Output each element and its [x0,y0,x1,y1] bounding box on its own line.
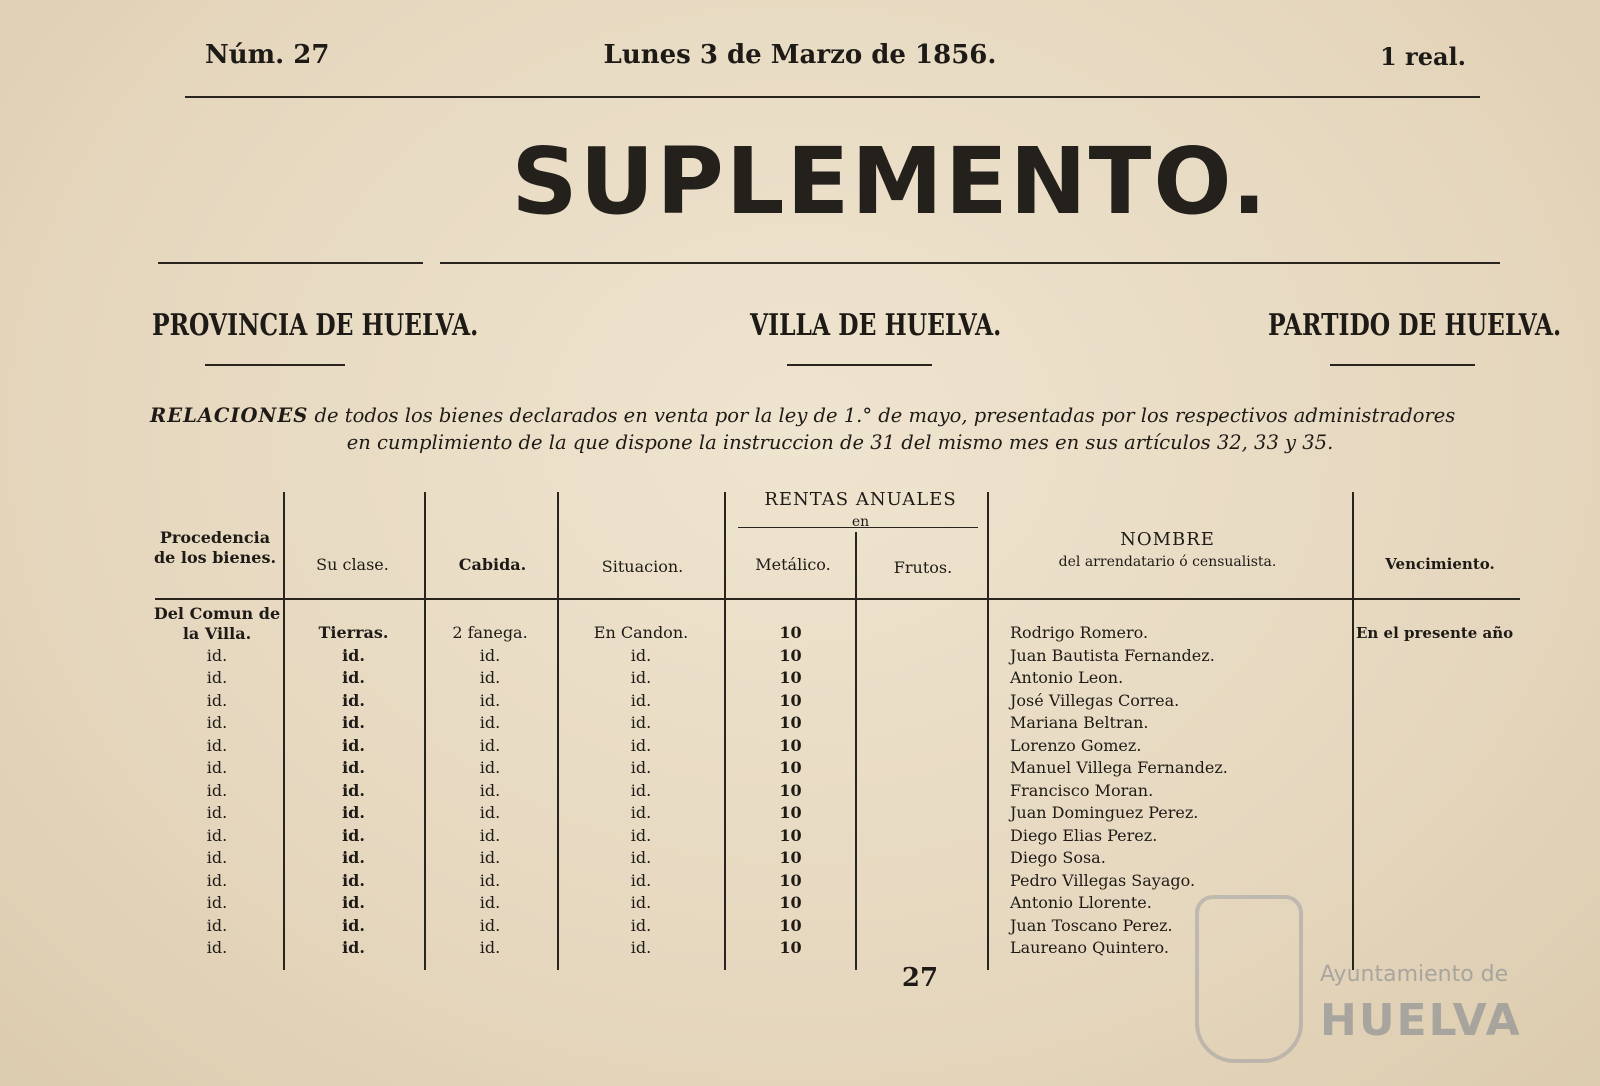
region-underline-right [1330,364,1475,366]
cell-nombre: Antonio Llorente. [1010,893,1152,912]
cell-procedencia: id. [206,848,228,867]
cell-situacion: id. [630,735,652,755]
cell-clase: id. [342,735,365,755]
cell-cabida: 2 fanega. [452,623,528,642]
cell-cabida: id. [479,780,501,800]
cell-metalico: 10 [779,803,802,822]
header-procedencia: Procedencia de los bienes. [153,528,277,567]
header-situacion: Situacion. [601,557,684,576]
cell-procedencia: id. [206,825,228,845]
cell-cabida: id. [479,713,501,732]
issue-price: 1 real. [1380,42,1466,71]
cell-situacion: id. [630,780,652,800]
coat-of-arms-watermark [1195,895,1303,1063]
cell-clase: id. [342,803,365,822]
cell-procedencia: id. [206,713,228,732]
title-rule-right [440,262,1500,264]
cell-situacion: id. [630,915,652,935]
cell-clase: id. [342,690,365,710]
cell-procedencia: id. [206,735,228,755]
cell-cabida: id. [479,645,501,665]
cell-procedencia: Del Comun de la Villa. [153,604,281,643]
header-rentas: RENTAS ANUALES [764,489,957,510]
cell-metalico: 10 [779,623,802,642]
cell-nombre: Juan Dominguez Perez. [1010,803,1199,822]
cell-situacion: id. [630,893,652,912]
cell-clase: id. [342,758,365,777]
header-cabida: Cabida. [458,555,527,574]
cell-clase: id. [342,780,365,800]
cell-metalico: 10 [779,758,802,777]
cell-situacion: En Candon. [593,623,689,642]
cell-metalico: 10 [779,780,802,800]
col-line-3 [557,492,559,970]
intro-line2: en cumplimiento de la que dispone la instruccion de 31 del mismo mes en sus artículos 32, 33 y 35. [346,431,1334,454]
cell-nombre: Francisco Moran. [1010,780,1154,800]
col-line-6 [987,492,989,970]
intro-line1: de todos los bienes declarados en venta por la ley de 1.° de mayo, presentadas por los respectivos administradores [314,404,1456,427]
cell-clase: id. [342,713,365,732]
cell-nombre: Diego Elias Perez. [1010,825,1158,845]
cell-situacion: id. [630,713,652,732]
cell-nombre: Manuel Villega Fernandez. [1010,758,1228,777]
watermark-line1: Ayuntamiento de [1320,962,1509,987]
cell-metalico: 10 [779,848,802,867]
cell-metalico: 10 [779,735,802,755]
cell-procedencia: id. [206,938,228,957]
region-villa: VILLA DE HUELVA. [750,308,1002,343]
issue-number: Núm. 27 [205,40,330,70]
cell-procedencia: id. [206,893,228,912]
cell-clase: id. [342,645,365,665]
header-rentas-en: en [851,514,870,530]
header-nombre-sub: del arrendatario ó censualista. [1058,554,1277,570]
cell-clase: id. [342,938,365,957]
cell-metalico: 10 [779,668,802,687]
cell-metalico: 10 [779,690,802,710]
region-underline-center [787,364,932,366]
cell-procedencia: id. [206,690,228,710]
cell-situacion: id. [630,758,652,777]
cell-cabida: id. [479,735,501,755]
watermark-line2: HUELVA [1320,995,1522,1046]
cell-clase: id. [342,848,365,867]
cell-cabida: id. [479,758,501,777]
cell-metalico: 10 [779,915,802,935]
intro-lead: RELACIONES [150,404,309,427]
cell-situacion: id. [630,938,652,957]
cell-cabida: id. [479,690,501,710]
cell-situacion: id. [630,645,652,665]
header-frutos: Frutos. [893,558,953,577]
cell-nombre: Laureano Quintero. [1010,938,1169,957]
cell-clase: Tierras. [318,623,389,642]
cell-nombre: Diego Sosa. [1010,848,1106,867]
cell-procedencia: id. [206,803,228,822]
cell-nombre: Juan Bautista Fernandez. [1010,645,1215,665]
cell-situacion: id. [630,870,652,890]
cell-metalico: 10 [779,645,802,665]
cell-nombre: José Villegas Correa. [1010,690,1180,710]
header-metalico: Metálico. [755,555,831,574]
region-province: PROVINCIA DE HUELVA. [152,308,479,343]
table-header-rule [155,598,1520,600]
issue-date: Lunes 3 de Marzo de 1856. [603,40,997,70]
cell-situacion: id. [630,690,652,710]
cell-clase: id. [342,870,365,890]
cell-cabida: id. [479,870,501,890]
cell-situacion: id. [630,825,652,845]
cell-clase: id. [342,893,365,912]
cell-vencimiento: En el presente año [1356,624,1514,642]
cell-metalico: 10 [779,713,802,732]
cell-metalico: 10 [779,825,802,845]
cell-procedencia: id. [206,758,228,777]
cell-nombre: Pedro Villegas Sayago. [1010,870,1196,890]
cell-procedencia: id. [206,645,228,665]
cell-cabida: id. [479,893,501,912]
cell-metalico: 10 [779,893,802,912]
cell-procedencia: id. [206,780,228,800]
cell-nombre: Juan Toscano Perez. [1010,915,1173,935]
cell-cabida: id. [479,915,501,935]
cell-metalico: 10 [779,870,802,890]
header-vencimiento: Vencimiento. [1385,555,1495,573]
rentas-rule [738,527,978,528]
col-line-7 [1352,492,1354,970]
cell-procedencia: id. [206,668,228,687]
header-nombre: NOMBRE [1120,529,1215,550]
page-title: SUPLEMENTO. [511,128,1269,235]
col-line-4 [724,492,726,970]
cell-procedencia: id. [206,915,228,935]
masthead-rule [185,96,1480,98]
cell-cabida: id. [479,848,501,867]
cell-nombre: Mariana Beltran. [1010,713,1149,732]
cell-situacion: id. [630,848,652,867]
cell-clase: id. [342,668,365,687]
cell-nombre: Rodrigo Romero. [1010,623,1149,642]
cell-cabida: id. [479,938,501,957]
intro-paragraph [150,402,1530,456]
cell-procedencia: id. [206,870,228,890]
header-clase: Su clase. [316,555,389,574]
cell-cabida: id. [479,668,501,687]
cell-situacion: id. [630,668,652,687]
col-line-5 [855,532,857,970]
cell-situacion: id. [630,803,652,822]
region-underline-left [205,364,345,366]
page-number: 27 [901,963,939,993]
title-rule-left [158,262,423,264]
cell-cabida: id. [479,803,501,822]
cell-cabida: id. [479,825,501,845]
cell-clase: id. [342,915,365,935]
cell-nombre: Lorenzo Gomez. [1010,735,1142,755]
cell-nombre: Antonio Leon. [1010,668,1124,687]
cell-metalico: 10 [779,938,802,957]
region-partido: PARTIDO DE HUELVA. [1268,308,1562,343]
cell-clase: id. [342,825,365,845]
